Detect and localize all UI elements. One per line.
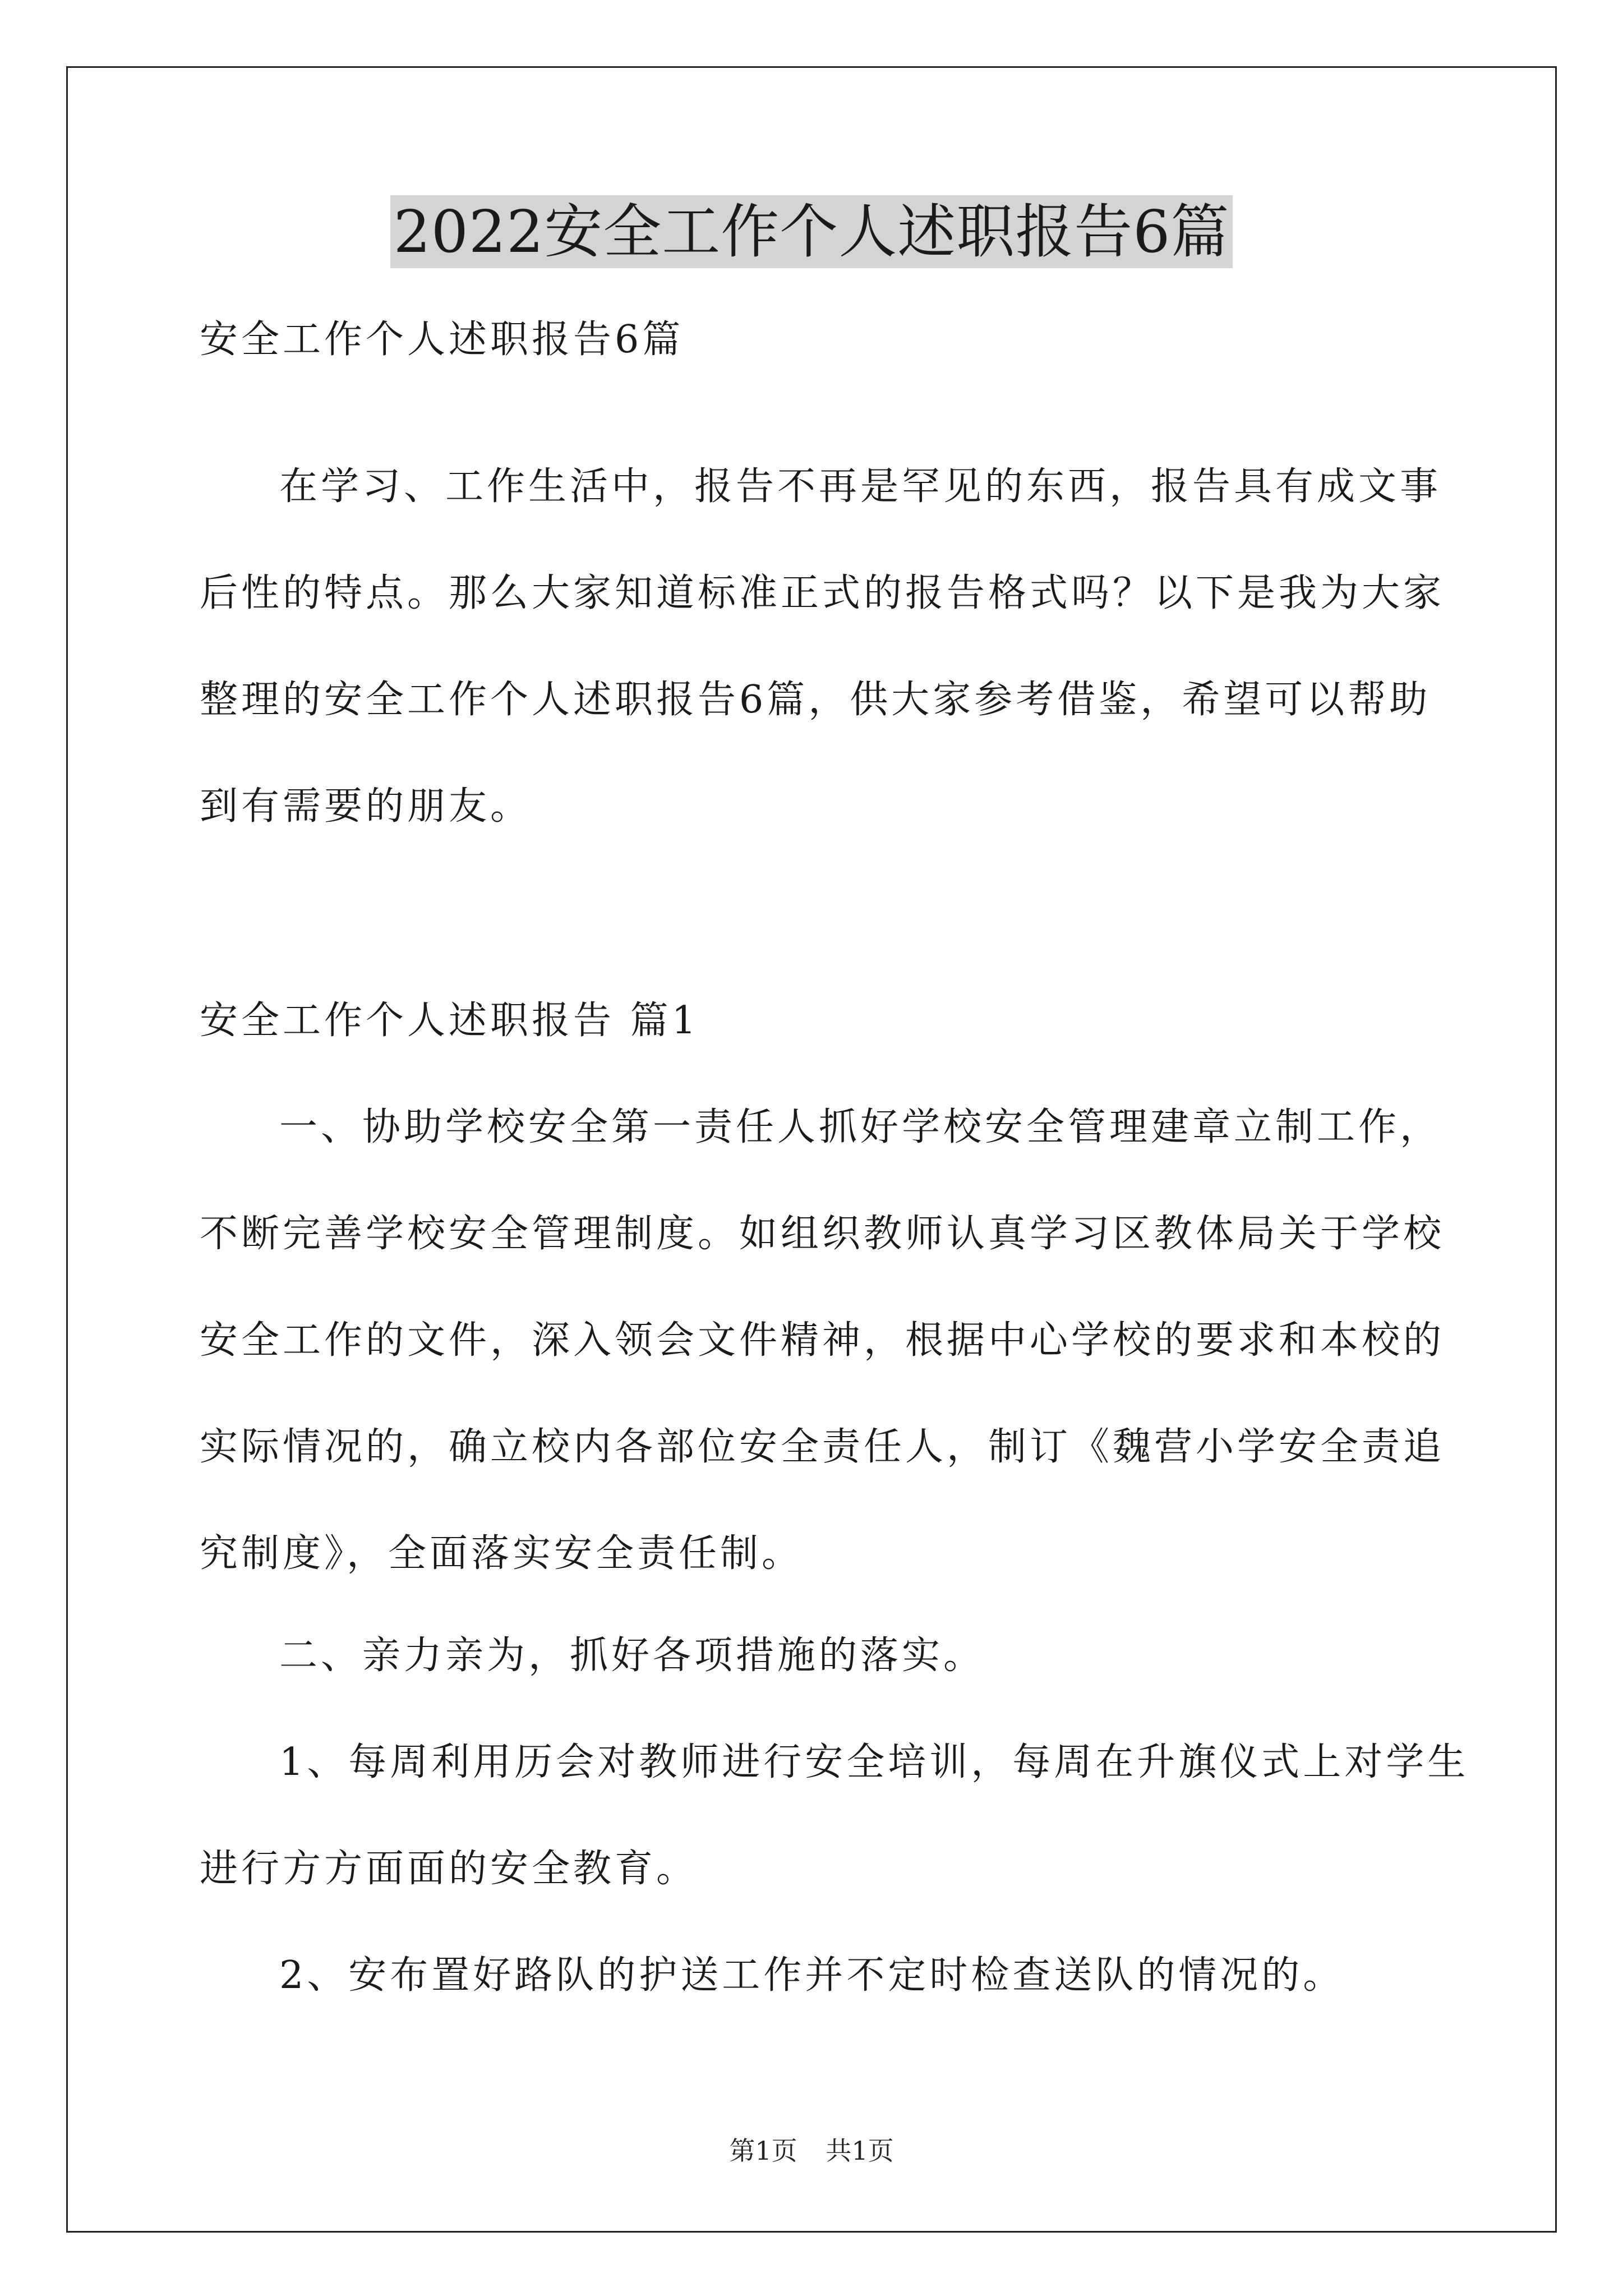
paragraph-line: 不断完善学校安全管理制度。如组织教师认真学习区教体局关于学校 <box>200 1212 1445 1256</box>
paragraph-3 <box>200 1740 1469 1892</box>
page-total: 共1页 <box>826 2136 894 2166</box>
paragraph-line: 安全工作的文件，深入领会文件精神，根据中心学校的要求和本校的 <box>200 1318 1445 1363</box>
document-subtitle: 安全工作个人述职报告6篇 <box>200 318 684 362</box>
paragraph-line: 一、协助学校安全第一责任人抓好学校安全管理建章立制工作， <box>279 1105 1442 1149</box>
paragraph-4: 2、安布置好路队的护送工作并不定时检查送队的情况的。 <box>279 1953 1345 1998</box>
intro-line: 整理的安全工作个人述职报告6篇，供大家参考借鉴，希望可以帮助 <box>200 678 1431 722</box>
page-footer <box>0 2135 1623 2166</box>
page-number: 第1页 <box>729 2136 797 2166</box>
intro-line: 在学习、工作生活中，报告不再是罕见的东西，报告具有成文事 <box>279 464 1442 509</box>
document-title: 2022安全工作个人述职报告6篇 <box>390 195 1233 268</box>
paragraph-line: 1、每周利用历会对教师进行安全培训，每周在升旗仪式上对学生 <box>279 1740 1469 1784</box>
intro-line: 后性的特点。那么大家知道标准正式的报告格式吗？以下是我为大家 <box>200 571 1445 615</box>
paragraph-line: 进行方方面面的安全教育。 <box>200 1847 698 1891</box>
paragraph-line: 究制度》，全面落实安全责任制。 <box>200 1531 804 1576</box>
paragraph-1 <box>200 1105 1445 1576</box>
intro-paragraph <box>200 464 1445 829</box>
intro-line: 到有需要的朋友。 <box>200 784 532 829</box>
paragraph-line: 实际情况的，确立校内各部位安全责任人，制订《魏营小学安全责追 <box>200 1425 1445 1469</box>
paragraph-2: 二、亲力亲为，抓好各项措施的落实。 <box>279 1634 985 1678</box>
section-heading: 安全工作个人述职报告 篇1 <box>200 999 699 1043</box>
title-area <box>0 195 1623 268</box>
